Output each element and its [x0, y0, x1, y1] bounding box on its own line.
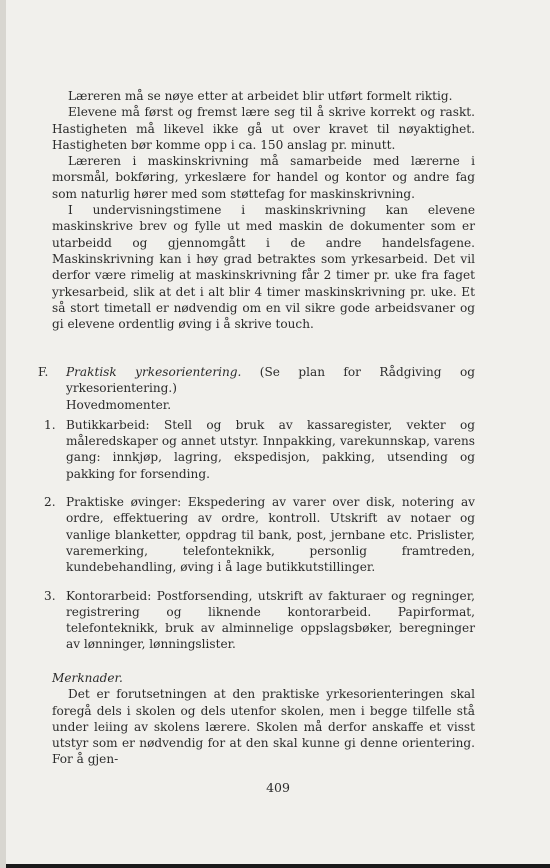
list-text: Praktiske øvinger: Ekspedering av varer over disk, notering av ordre, effektuering av ordre, kontroll. Utskrift av notaer og vanlige blanketter, oppdrag til bank, post, jernbane etc. Prislister, varemerking, telefonteknikk, personlig framtreden, kundebehandling, øving i å lage butikkutstillinger.: [66, 495, 475, 575]
list-item: [44, 417, 475, 482]
list-text: Butikkarbeid: Stell og bruk av kassaregister, vekter og måleredskaper og annet utstyr. Innpakking, varekunnskap, varens gang: innkjøp, lagring, ekspedisjon, pakking, utsending og pakking for forsending.: [66, 417, 475, 481]
paragraph: Læreren i maskinskrivning må samarbeide med lærerne i morsmål, bokføring, yrkeslære for handel og kontor og andre fag som naturlig hører med som støttefag for maskinskrivning.: [52, 154, 475, 201]
section-title: Praktisk yrkesorientering.: [66, 365, 242, 379]
section-note: (Se plan for Rådgiving og yrkesorientering.): [66, 365, 475, 396]
list-item: [44, 588, 475, 653]
list-item: [44, 494, 475, 575]
list-number: 2.: [44, 495, 56, 510]
page-number: 409: [266, 780, 290, 795]
section-heading: [38, 364, 475, 397]
section-f: [38, 364, 475, 653]
paragraph: I undervisningstimene i maskinskrivning kan elevene maskinskrive brev og fylle ut med maskin de dokumenter som er utarbeidd og gjennomgått i de andre handelsfagene. Maskinskrivning kan i høy grad betraktes som yrkesarbeid. Det vil derfor være rimelig at maskinskrivning får 2 timer pr. uke fra faget yrkesarbeid, slik at det i alt blir 4 timer maskinskrivning pr. uke. Et så stort timetall er nødvendig om en vil sikre gode arbeidsvaner og gi elevene ordentlig øving i å skrive touch.: [52, 203, 475, 332]
list-text: Kontorarbeid: Postforsending, utskrift av fakturaer og regninger, registrering og liknende kontorarbeid. Papirformat, telefonteknikk, bruk av alminnelige oppslagsbøker, beregninger av lønninger, lønningslister.: [66, 588, 475, 652]
notes-heading: Merknader.: [52, 671, 123, 685]
list-number: 1.: [44, 417, 56, 432]
subheading: Hovedmomenter.: [66, 397, 172, 412]
notes-section: [52, 670, 475, 768]
paragraph: Det er forutsetningen at den praktiske yrkesorienteringen skal foregå dels i skolen og dels utenfor skolen, men i begge tilfelle stå under leiing av skolens lærere. Skolen må derfor anskaffe et visst utstyr som er nødvendig for at den skal kunne gi denne orientering. For å gjen-: [52, 687, 475, 767]
paragraph: Læreren må se nøye etter at arbeidet blir utført formelt riktig.: [68, 89, 453, 103]
list-number: 3.: [44, 588, 56, 603]
section-letter: F.: [38, 365, 49, 379]
paragraph: Elevene må først og fremst lære seg til å skrive korrekt og raskt. Hastigheten må likevel ikke gå ut over kravet til nøyaktighet. Hastigheten bør komme opp i ca. 150 anslag pr. minutt.: [52, 105, 475, 152]
top-text: [52, 88, 475, 332]
